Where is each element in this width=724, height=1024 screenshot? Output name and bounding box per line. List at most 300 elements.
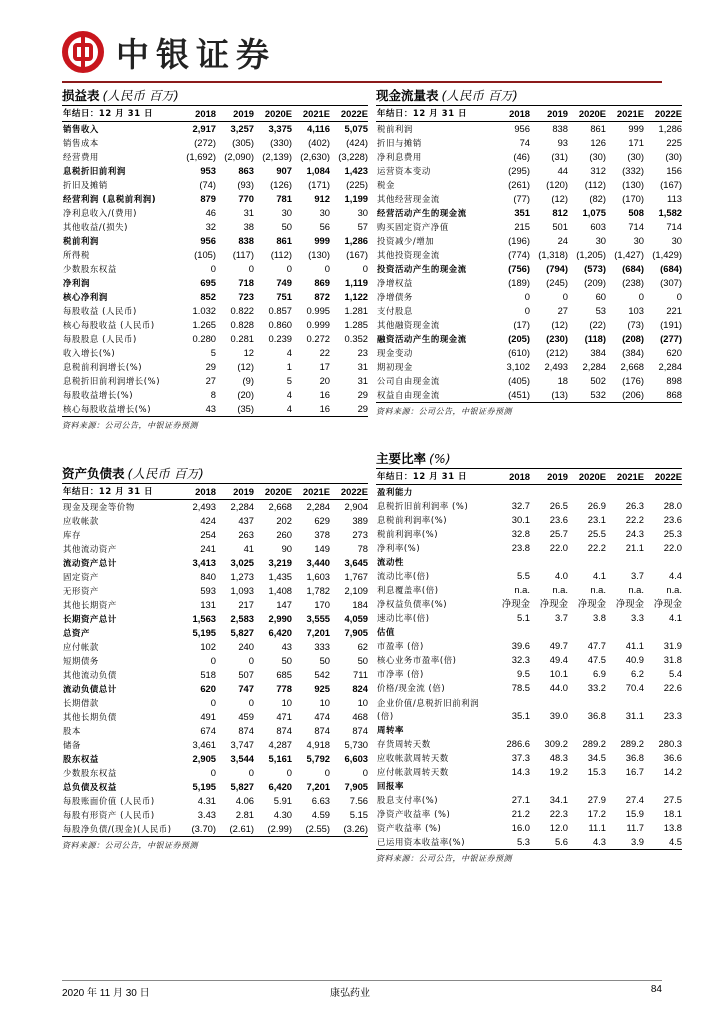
cell-value: 16 [292,402,330,417]
row-label: 周转率 [377,725,404,735]
cell-value: 424 [200,515,216,526]
cell-value: 15.9 [625,808,644,819]
cell-value: 0 [248,263,254,274]
row-label: 少数股东权益 [63,264,117,274]
header-year: 2018 [492,469,530,485]
cell-value: 22.0 [663,542,682,553]
cell-value: 474 [314,711,330,722]
cell-value: n.a. [666,584,682,595]
cell-value: (30) [589,151,606,162]
cell-value: 17.2 [587,808,606,819]
footer-page-number: 84 [650,984,662,995]
cell-value: 225 [666,137,682,148]
table-row [376,625,682,639]
cell-value: 6.9 [592,668,606,679]
cell-value: 5,195 [192,781,216,792]
cell-value: 6,603 [344,753,368,764]
cell-value: 202 [276,515,292,526]
cell-value: (330) [270,137,292,148]
table-row [62,178,368,192]
cell-value: 874 [238,725,254,736]
cell-value: 35.1 [511,710,530,721]
cell-value: 23.6 [549,514,568,525]
cell-value: 714 [628,221,644,232]
row-label: 核心净利润 [63,292,108,302]
cell-value [530,723,568,737]
cell-value: 22.2 [587,542,606,553]
cell-value: 240 [238,641,254,652]
table-row [62,808,368,822]
cell-value: (130) [622,179,644,190]
cell-value: 4,059 [344,613,368,624]
cell-value: 1,199 [344,193,368,204]
table-row [62,528,368,542]
income-statement-table [62,106,368,417]
cell-value: 0.860 [268,319,292,330]
balance-sheet-section [62,466,368,851]
cell-value: 5,827 [230,627,254,638]
row-label: 息税前利润率(%) [377,515,448,525]
row-label: 其他长期负债 [63,712,117,722]
row-label: 销售收入 [63,124,99,134]
cell-value: 39.6 [511,640,530,651]
cell-value: 102 [200,641,216,652]
cell-value: 0 [676,291,682,302]
cell-value: 4,287 [268,739,292,750]
cell-value: 1,767 [344,571,368,582]
cell-value: 31 [357,375,368,386]
cell-value: 50 [357,655,368,666]
cell-value: 593 [200,585,216,596]
row-label: 支付股息 [377,306,413,316]
cell-value: 22.6 [663,682,682,693]
row-label: 息税折旧前利润增长(%) [63,376,161,386]
cell-value: 5.91 [273,795,292,806]
cell-value [568,779,606,793]
cell-value: 0.352 [344,333,368,344]
cell-value: (170) [622,193,644,204]
cell-value: 28.0 [663,500,682,511]
header-year: 2021E [292,106,330,122]
cell-value: 289.2 [582,738,606,749]
cell-value: 4.59 [311,809,330,820]
cell-value: 27.5 [663,794,682,805]
cell-value: 41 [243,543,254,554]
key-ratios-title: 主要比率 (%) [376,451,451,466]
table-row [376,681,682,695]
cell-value: 863 [238,165,254,176]
cell-value: 33.2 [587,682,606,693]
cell-value: 16.0 [511,822,530,833]
cell-value: 5.6 [530,835,568,850]
cell-value: 1,435 [268,571,292,582]
cell-value: (117) [232,249,254,260]
cell-value: 4.06 [235,795,254,806]
table-row [62,402,368,417]
row-label: 其他流动负债 [63,670,117,680]
cell-value: 50 [281,221,292,232]
cell-value: 925 [314,683,330,694]
cell-value: 43 [281,641,292,652]
table-row [62,584,368,598]
cell-value: 4.5 [644,835,682,850]
row-label: 税前利润率(%) [377,529,439,539]
cell-value: 217 [238,599,254,610]
row-label: 储备 [63,740,81,750]
balance-source-note: 资料来源：公司公告，中银证券预测 [62,841,198,850]
table-row [376,653,682,667]
cell-value: 25.7 [549,528,568,539]
cell-value: 674 [200,725,216,736]
cell-value: 0 [248,655,254,666]
cell-value: 838 [238,235,254,246]
table-row [376,597,682,611]
table-row [62,290,368,304]
cell-value: (756) [508,263,530,274]
row-label: 总负债及权益 [63,782,117,792]
table-row [62,682,368,696]
cell-value: 5,075 [344,123,368,134]
table-row [376,136,682,150]
cell-value: 2,583 [230,613,254,624]
cell-value: (225) [346,179,368,190]
cell-value: 62 [357,641,368,652]
table-row [376,206,682,220]
row-label: 市盈率 (倍) [377,641,424,651]
row-label: 每股有形资产 (人民币) [63,810,155,820]
cell-value: 36.8 [625,752,644,763]
cell-value: 0 [362,767,368,778]
cell-value: (77) [513,193,530,204]
row-label: 所得税 [63,250,90,260]
cell-value: 74 [519,137,530,148]
row-label: 现金变动 [377,348,413,358]
cell-value: 273 [352,529,368,540]
row-label: 其他经营现金流 [377,194,440,204]
table-row [376,835,682,850]
cell-value: 3,257 [230,123,254,134]
cell-value: 25.5 [587,528,606,539]
cell-value: 874 [352,725,368,736]
cell-value: 27 [557,305,568,316]
row-label: 流动比率(倍) [377,571,430,581]
table-row [376,192,682,206]
cell-value: 23 [357,347,368,358]
cell-value: 净现金 [653,598,682,609]
table-row [376,583,682,597]
cell-value [644,723,682,737]
cell-value: (684) [622,263,644,274]
cell-value: 4.4 [668,570,682,581]
table-row [62,374,368,388]
cell-value: (31) [551,151,568,162]
cell-value: (2.99) [254,822,292,837]
cell-value: 1,563 [192,613,216,624]
cell-value: 26.5 [549,500,568,511]
table-row [62,514,368,528]
cell-value: 852 [200,291,216,302]
cell-value: 309.2 [544,738,568,749]
cell-value: 3,747 [230,739,254,750]
cell-value: 2,284 [658,361,682,372]
cell-value: 56 [319,221,330,232]
cell-value [492,555,530,569]
table-row [376,765,682,779]
row-label: 核心每股收益增长(%) [62,402,178,417]
cell-value [606,485,644,500]
cell-value: (1,427) [614,249,644,260]
table-row [376,262,682,276]
cell-value: (9) [242,375,254,386]
cell-value: 93 [557,137,568,148]
cell-value: 1,582 [658,207,682,218]
cell-value: 2,284 [230,501,254,512]
cell-value: 3,555 [306,613,330,624]
cell-value: 20 [319,375,330,386]
row-label: 折旧及摊销 [63,180,108,190]
cell-value: (17) [513,319,530,330]
table-row [376,122,682,137]
cell-value: 260 [276,529,292,540]
cell-value: (424) [346,137,368,148]
cell-value: 0 [248,697,254,708]
cell-value: n.a. [628,584,644,595]
table-row [62,234,368,248]
cell-value: 27.1 [511,794,530,805]
cell-value: 215 [514,221,530,232]
cell-value: 542 [314,669,330,680]
cell-value: 2,493 [544,361,568,372]
cell-value: (112) [584,179,606,190]
cell-value: 170 [314,599,330,610]
cell-value: 5,161 [268,753,292,764]
cell-value: 956 [514,123,530,134]
table-row [376,499,682,513]
table-row [62,360,368,374]
cell-value: 184 [352,599,368,610]
cell-value: 29 [330,402,368,417]
cell-value: 48.3 [549,752,568,763]
row-label: 收入增长(%) [63,348,116,358]
row-label: 现金及现金等价物 [63,502,135,512]
cell-value: 603 [590,221,606,232]
cell-value: 113 [667,193,682,204]
cell-value [492,485,530,500]
cell-value: 12.0 [549,822,568,833]
cell-value: 29 [205,361,216,372]
cell-value: (212) [546,347,568,358]
cell-value: 4.30 [273,809,292,820]
cell-value: 1,273 [230,571,254,582]
cell-value: 22.2 [625,514,644,525]
cell-value: 289.2 [620,738,644,749]
cell-value: 1,119 [345,277,368,288]
cell-value: 5.3 [492,835,530,850]
table-row [62,164,368,178]
cell-value: 4.1 [592,570,606,581]
cell-value: 770 [238,193,254,204]
cell-value: 749 [276,277,292,288]
row-label: 长期资产总计 [63,614,117,624]
cell-value: (112) [270,249,292,260]
cell-value: 34.5 [587,752,606,763]
cell-value: 898 [666,375,682,386]
cell-value: 30 [319,207,330,218]
cell-value: 7,201 [306,781,330,792]
row-label: 流动性 [377,557,404,567]
cell-value: (22) [589,319,606,330]
cell-value: (205) [508,333,530,344]
cell-value: 861 [276,235,292,246]
table-row [376,346,682,360]
table-row [62,626,368,640]
cell-value: 459 [238,711,254,722]
cell-value [644,779,682,793]
cell-value [530,485,568,500]
row-label: 税前利润 [63,236,99,246]
cell-value: (13) [530,388,568,403]
row-label: 税金 [377,180,395,190]
cell-value: 156 [666,165,682,176]
cell-value: 36.6 [663,752,682,763]
row-label: 应付帐款周转天数 [377,767,449,777]
cash-flow-title: 现金流量表 (人民币 百万) [376,88,518,103]
row-label: 短期债务 [63,656,99,666]
header-fiscal-year-end: 年结日：12 月 31 日 [62,106,178,122]
row-label: 已运用资本收益率(%) [376,835,492,850]
table-row [376,513,682,527]
row-label: 融资活动产生的现金流 [377,334,467,344]
row-label: 股本 [63,726,81,736]
cell-value: 1,286 [658,123,682,134]
cell-value: 1,075 [582,207,606,218]
table-row [376,374,682,388]
table-row [376,485,682,500]
row-label: 存货周转天数 [377,739,431,749]
cell-value: 879 [200,193,216,204]
row-label: 息税折旧前利润 [63,166,126,176]
row-label: 流动负债总计 [63,684,117,694]
cell-value: 21.1 [625,542,644,553]
table-row [62,794,368,808]
cell-value: (261) [508,179,530,190]
table-row [376,793,682,807]
cell-value: 0 [210,263,216,274]
table-row [62,738,368,752]
cell-value: 912 [314,193,330,204]
cell-value: (30) [665,151,682,162]
cell-value: 14.2 [663,766,682,777]
cell-value: 5.4 [668,668,682,679]
cell-value: (3.26) [330,822,368,837]
cell-value: (573) [584,263,606,274]
table-row [62,276,368,290]
cell-value: 0.272 [306,333,330,344]
header-year: 2018 [492,106,530,122]
income-statement-section [62,88,368,431]
cell-value: 1,084 [306,165,330,176]
table-row [62,766,368,780]
cell-value: 10 [319,697,330,708]
cell-value: 0 [210,697,216,708]
table-row [376,276,682,290]
cell-value: 502 [590,375,606,386]
row-label: 净权益负债率(%) [377,599,448,609]
cell-value: 953 [200,165,216,176]
table-row [62,556,368,570]
cell-value: 14.3 [511,766,530,777]
cell-value: 9.5 [516,668,530,679]
cell-value: 60 [595,291,606,302]
cell-value: 956 [200,235,216,246]
row-label: 息税折旧前利润率 (%) [377,501,469,511]
cell-value: 47.5 [587,654,606,665]
cell-value: 861 [590,123,606,134]
table-row [376,723,682,737]
cell-value: 0.828 [230,319,254,330]
cell-value: (176) [622,375,644,386]
table-row [376,164,682,178]
row-label: 盈利能力 [377,487,413,497]
cell-value: 286.6 [506,738,530,749]
cell-value: 4.0 [554,570,568,581]
table-row [62,150,368,164]
cell-value [644,485,682,500]
cell-value: (30) [627,151,644,162]
row-label: 息税前利润增长(%) [63,362,143,372]
cell-value: 5.1 [516,612,530,623]
cell-value: (272) [194,137,216,148]
income-source-note: 资料来源：公司公告，中银证券预测 [62,421,198,430]
table-row [62,542,368,556]
cell-value: n.a. [552,584,568,595]
row-label: 公司自由现金流 [377,376,440,386]
cell-value: 5.15 [349,809,368,820]
row-label: 每股净负债/(现金)(人民币) [62,822,178,837]
cell-value: 78.5 [511,682,530,693]
cell-value: 5,195 [192,627,216,638]
row-label: 流动资产总计 [63,558,117,568]
table-row [376,318,682,332]
cell-value: 2,904 [344,501,368,512]
cell-value: 4,116 [307,123,330,134]
cell-value: 1,408 [268,585,292,596]
cell-value: (12) [551,193,568,204]
cell-value: (130) [308,249,330,260]
table-row [62,304,368,318]
cell-value: (2.61) [216,822,254,837]
cell-value: (305) [232,137,254,148]
cell-value: 39.0 [549,710,568,721]
cell-value: 2,493 [192,501,216,512]
cell-value: 1,093 [230,585,254,596]
cell-value: 1.281 [344,305,368,316]
cell-value [492,779,530,793]
cell-value: (93) [237,179,254,190]
cell-value [530,779,568,793]
cell-value: 2,284 [582,361,606,372]
cell-value: 840 [200,571,216,582]
cell-value: (171) [308,179,330,190]
cell-value: (277) [660,333,682,344]
cell-value: 838 [552,123,568,134]
cell-value: 26.9 [587,500,606,511]
cell-value: 34.1 [549,794,568,805]
row-label: 无形资产 [63,586,99,596]
cell-value: 711 [353,669,368,680]
table-row [376,667,682,681]
cell-value: 净现金 [577,598,606,609]
